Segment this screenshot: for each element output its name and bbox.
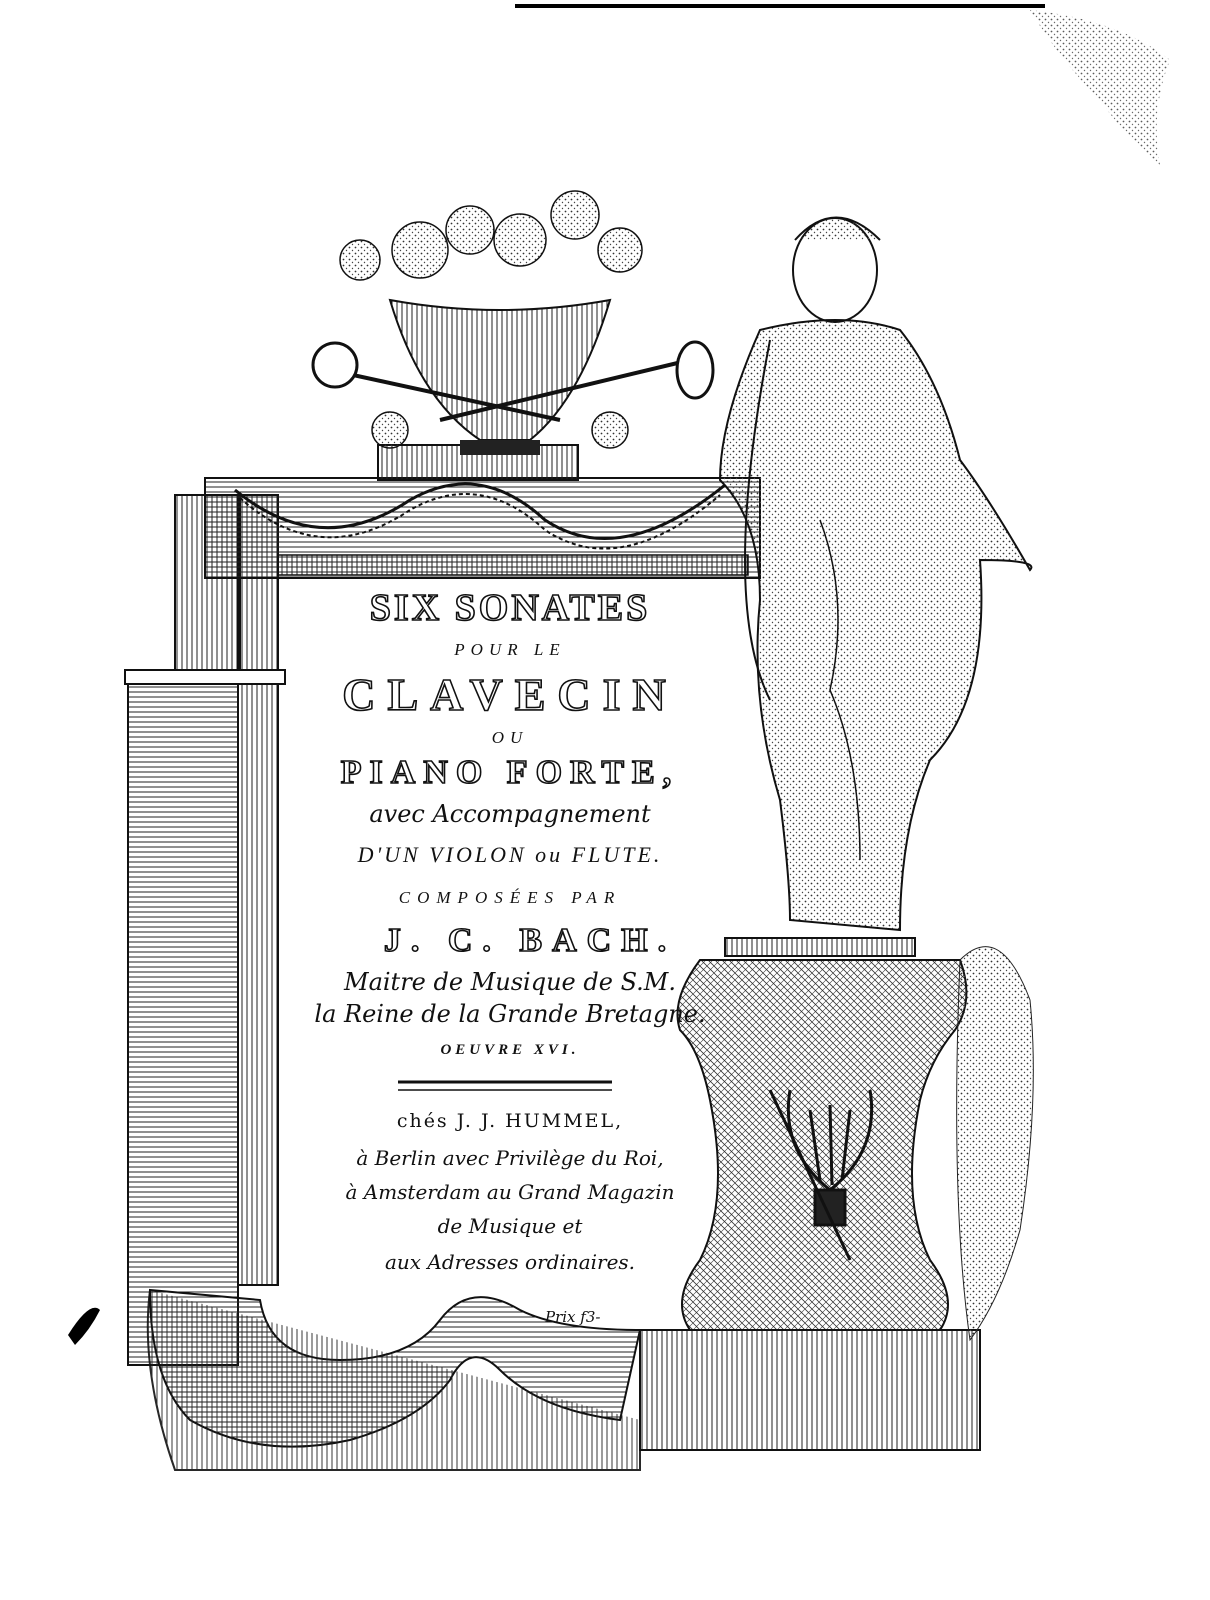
foliage [957, 947, 1034, 1340]
line-composees-par: COMPOSÉES PAR [398, 888, 622, 907]
title-six-sonates: SIX SONATES [369, 587, 651, 629]
title-piano-forte: PIANO FORTE, [340, 754, 680, 791]
flower-urn-icon [313, 191, 713, 455]
frame-left-pier [125, 495, 285, 1365]
publisher-line-3: à Amsterdam au Grand Magazin [345, 1180, 675, 1204]
publisher-line-5: aux Adresses ordinaires. [384, 1250, 636, 1274]
line-maitre: Maitre de Musique de S.M. [344, 968, 676, 996]
title-clavecin: CLAVECIN [342, 669, 678, 720]
line-violon-flute: D'UN VIOLON ou FLUTE. [357, 842, 663, 867]
publisher-line-1: chés J. J. HUMMEL, [396, 1110, 624, 1132]
line-reine: la Reine de la Grande Bretagne. [314, 1000, 706, 1028]
line-accompagnement: avec Accompagnement [369, 800, 651, 828]
frame-cornice [205, 445, 760, 578]
opus-number: OEUVRE XVI. [440, 1042, 580, 1058]
ink-blot [68, 1308, 100, 1345]
composer-name: J. C. BACH. [383, 922, 677, 959]
publisher-line-4: de Musique et [437, 1214, 583, 1238]
subtitle-pour-le: POUR LE [454, 640, 566, 659]
corner-stain [1030, 10, 1170, 165]
price-label: Prix f3- [545, 1308, 601, 1326]
subtitle-ou: OU [491, 728, 529, 747]
classical-statue-icon [720, 218, 1031, 931]
publisher-line-2: à Berlin avec Privilège du Roi, [356, 1146, 664, 1170]
divider-rule [398, 1082, 612, 1090]
